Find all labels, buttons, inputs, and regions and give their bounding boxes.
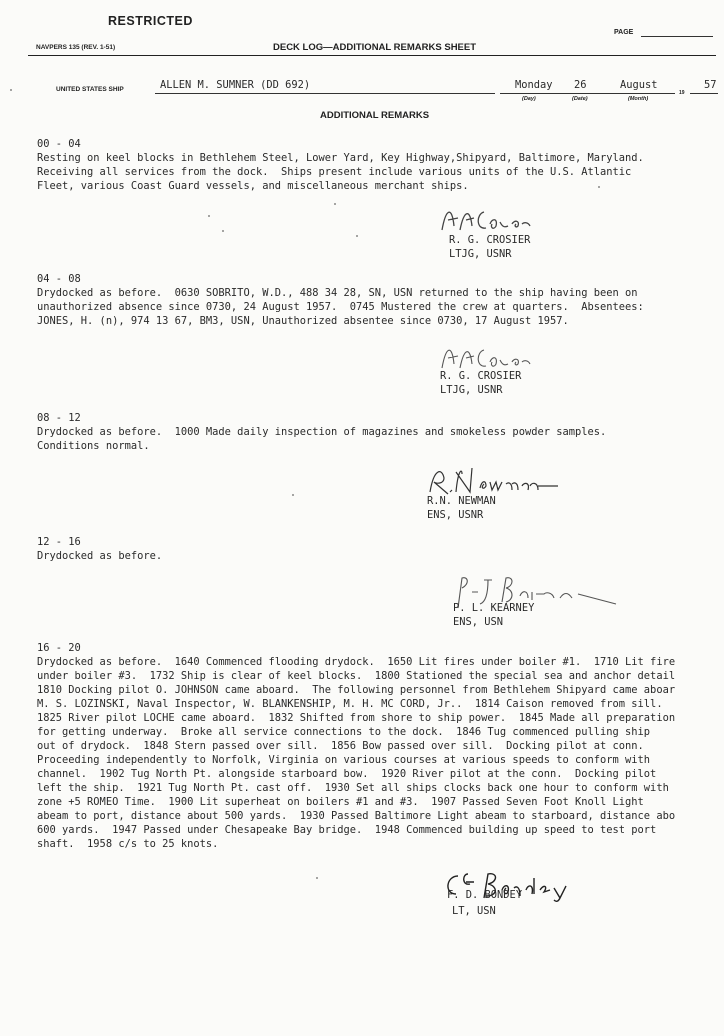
remark-line: 1825 River pilot LOCHE came aboard. 1832 Shifted from shore to ship power. 1845 Made all preparation (37, 712, 676, 724)
log-year: 57 (704, 79, 717, 91)
scan-speck (208, 215, 210, 217)
signer-rank: LTJG, USNR (440, 384, 503, 396)
remark-line: Drydocked as before. 1640 Commenced flooding drydock. 1650 Lit fires under boiler #1. 1710 Lit fire (37, 656, 676, 668)
remark-line: channel. 1902 Tug North Pt. alongside starboard bow. 1920 River pilot at the conn. Docking pilot (37, 768, 657, 780)
watch-time: 08 - 12 (37, 412, 81, 424)
remark-line: Drydocked as before. (37, 550, 163, 562)
signature-scribble (426, 464, 596, 498)
day-caption: (Day) (522, 96, 536, 102)
signer-rank: LTJG, USNR (449, 248, 512, 260)
page-label: PAGE (614, 29, 634, 36)
remark-line: under boiler #3. 1732 Ship is clear of keel blocks. 1800 Stationed the special sea and anchor detail (37, 670, 676, 682)
year-prefix: 19 (679, 90, 685, 96)
scan-speck (292, 494, 294, 496)
signer-name: F. D. BONDEY (447, 889, 523, 901)
remark-line: Drydocked as before. 0630 SOBRITO, W.D., 488 34 28, SN, USN returned to the ship having been on (37, 287, 638, 299)
watch-time: 12 - 16 (37, 536, 81, 548)
remark-line: 1810 Docking pilot O. JOHNSON came aboard. The following personnel from Bethlehem Shipyard came aboar (37, 684, 676, 696)
header-rule (28, 55, 716, 56)
ship-name-line (155, 93, 495, 94)
remark-line: for getting underway. Broke all service connections to the dock. 1846 Tug commenced pulling ship (37, 726, 651, 738)
ship-name: ALLEN M. SUMNER (DD 692) (160, 79, 311, 91)
remark-line: Drydocked as before. 1000 Made daily inspection of magazines and smokeless powder samples. (37, 426, 607, 438)
remark-line: Conditions normal. (37, 440, 150, 452)
year-line (690, 93, 718, 94)
scan-speck (356, 235, 358, 237)
remark-line: left the ship. 1921 Tug North Pt. cast off. 1930 Set all ships clocks back one hour to conform with (37, 782, 669, 794)
remark-line: abeam to port, distance about 500 yards. 1930 Passed Baltimore Light abeam to starboard, distance abo (37, 810, 676, 822)
scan-speck (316, 877, 318, 879)
scan-speck (598, 186, 600, 188)
watch-time: 00 - 04 (37, 138, 81, 150)
remark-line: Fleet, various Coast Guard vessels, and miscellaneous merchant ships. (37, 180, 469, 192)
scan-speck (334, 203, 336, 205)
form-title: DECK LOG—ADDITIONAL REMARKS SHEET (273, 42, 477, 53)
remark-line: zone +5 ROMEO Time. 1900 Lit superheat on boilers #1 and #3. 1907 Passed Seven Foot Knoll Light (37, 796, 644, 808)
signer-name: R. G. CROSIER (449, 234, 531, 246)
log-month: August (620, 79, 658, 91)
signature-scribble (438, 202, 568, 236)
watch-time: 04 - 08 (37, 273, 81, 285)
log-day: Monday (515, 79, 553, 91)
watch-time: 16 - 20 (37, 642, 81, 654)
signer-name: R. G. CROSIER (440, 370, 522, 382)
remark-line: Receiving all services from the dock. Ships present include various units of the U.S. Atlantic (37, 166, 632, 178)
remark-line: out of drydock. 1848 Stern passed over sill. 1856 Bow passed over sill. Docking pilot at conn. (37, 740, 644, 752)
date-line (500, 93, 675, 94)
ship-label: UNITED STATES SHIP (56, 86, 124, 93)
classification-label: RESTRICTED (108, 14, 193, 28)
month-caption: (Month) (628, 96, 649, 102)
remark-line: JONES, H. (n), 974 13 67, BM3, USN, Unauthorized absentee since 0730, 17 August 1957. (37, 315, 569, 327)
remark-line: Proceeding independently to Norfolk, Virginia on various courses at various speeds to conform with (37, 754, 651, 766)
remark-line: shaft. 1958 c/s to 25 knots. (37, 838, 219, 850)
signer-rank: ENS, USN (453, 616, 504, 628)
signer-name: P. L. KEARNEY (453, 602, 535, 614)
section-heading: ADDITIONAL REMARKS (320, 110, 430, 121)
remark-line: unauthorized absence since 0730, 24 August 1957. 0745 Mustered the crew at quarters. Absentees: (37, 301, 644, 313)
scan-speck (222, 230, 224, 232)
signer-rank: LT, USN (452, 905, 496, 917)
signer-name: R.N. NEWMAN (427, 495, 496, 507)
page-number-line (641, 36, 713, 37)
signer-rank: ENS, USNR (427, 509, 484, 521)
remark-line: M. S. LOZINSKI, Naval Inspector, W. BLANKENSHIP, M. H. MC CORD, Jr.. 1814 Caison removed from sill. (37, 698, 663, 710)
form-number: NAVPERS 135 (REV. 1-51) (36, 44, 116, 51)
date-caption: (Date) (572, 96, 588, 102)
log-date: 26 (574, 79, 587, 91)
scan-speck (10, 89, 12, 91)
remark-line: Resting on keel blocks in Bethlehem Steel, Lower Yard, Key Highway,Shipyard, Baltimore, Maryland. (37, 152, 644, 164)
remark-line: 600 yards. 1947 Passed under Chesapeake Bay bridge. 1948 Commenced building up speed to test port (37, 824, 657, 836)
